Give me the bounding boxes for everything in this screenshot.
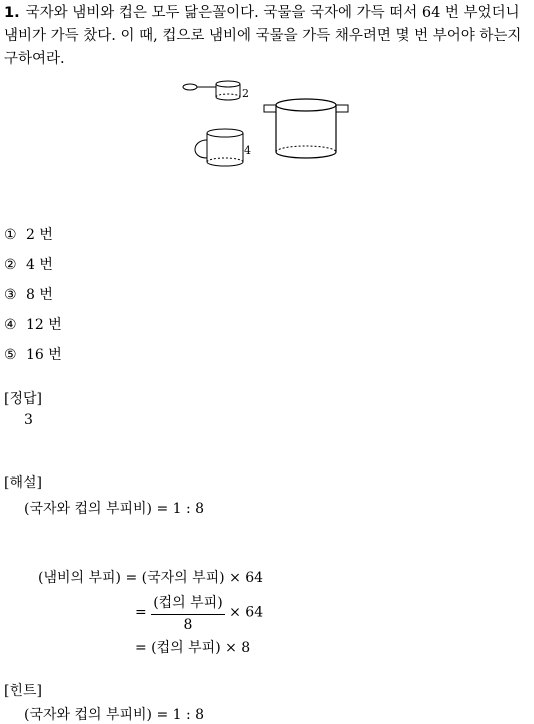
question-number: 1.	[4, 5, 20, 21]
choice-1	[4, 226, 53, 244]
explanation-ratio: (국자와 컵의 부피비) = 1 : 8	[24, 501, 205, 517]
choice-text: 8 번	[26, 287, 53, 303]
explanation-label: [해설]	[4, 475, 42, 491]
ladle-drawing	[183, 81, 249, 100]
choice-5	[4, 346, 62, 364]
pot-drawing	[264, 99, 348, 158]
choice-marker: ②	[4, 257, 17, 273]
ladle-label: 2	[242, 87, 249, 100]
choice-marker: ③	[4, 287, 17, 303]
choice-2	[4, 256, 53, 274]
answer-label: [정답]	[4, 391, 42, 407]
explanation-line-2: = $\frac{\text{(컵의 부피)}}{8}$ × 64	[135, 592, 263, 633]
choice-text: 12 번	[26, 317, 62, 333]
figure-ladle-pot-cup	[180, 78, 370, 178]
cup-drawing	[195, 129, 251, 166]
question-body: 국자와 냄비와 컵은 모두 닮은꼴이다. 국물을 국자에 가득 떠서 64 번 부었더니 냄비가 가득 찼다. 이 때, 컵으로 냄비에 국물을 가득 채우려면 몇 번 부어야 하는지 구하여라.	[4, 5, 522, 67]
choice-marker: ④	[4, 317, 17, 333]
explanation-line-3: = (컵의 부피) × 8	[135, 640, 251, 656]
choice-4	[4, 316, 62, 334]
choice-marker: ⑤	[4, 347, 17, 363]
choice-marker: ①	[4, 227, 17, 243]
hint-label: [힌트]	[4, 683, 42, 699]
choice-text: 4 번	[26, 257, 53, 273]
fraction-numerator: (컵의 부피)	[151, 592, 224, 615]
choice-3	[4, 286, 53, 304]
question-text	[4, 2, 532, 71]
hint-ratio: (국자와 컵의 부피비) = 1 : 8	[24, 707, 205, 723]
line2-suffix: × 64	[229, 604, 264, 621]
explanation-line-1	[38, 567, 263, 587]
choice-text: 2 번	[26, 227, 53, 243]
cup-label: 4	[244, 144, 251, 157]
line1-rhs: (국자의 부피) × 64	[141, 570, 264, 586]
line1-lhs: (냄비의 부피) =	[38, 570, 142, 586]
fraction	[151, 592, 224, 633]
fraction-denominator: 8	[183, 617, 193, 633]
answer-value: 3	[24, 412, 33, 428]
choice-text: 16 번	[26, 347, 62, 363]
